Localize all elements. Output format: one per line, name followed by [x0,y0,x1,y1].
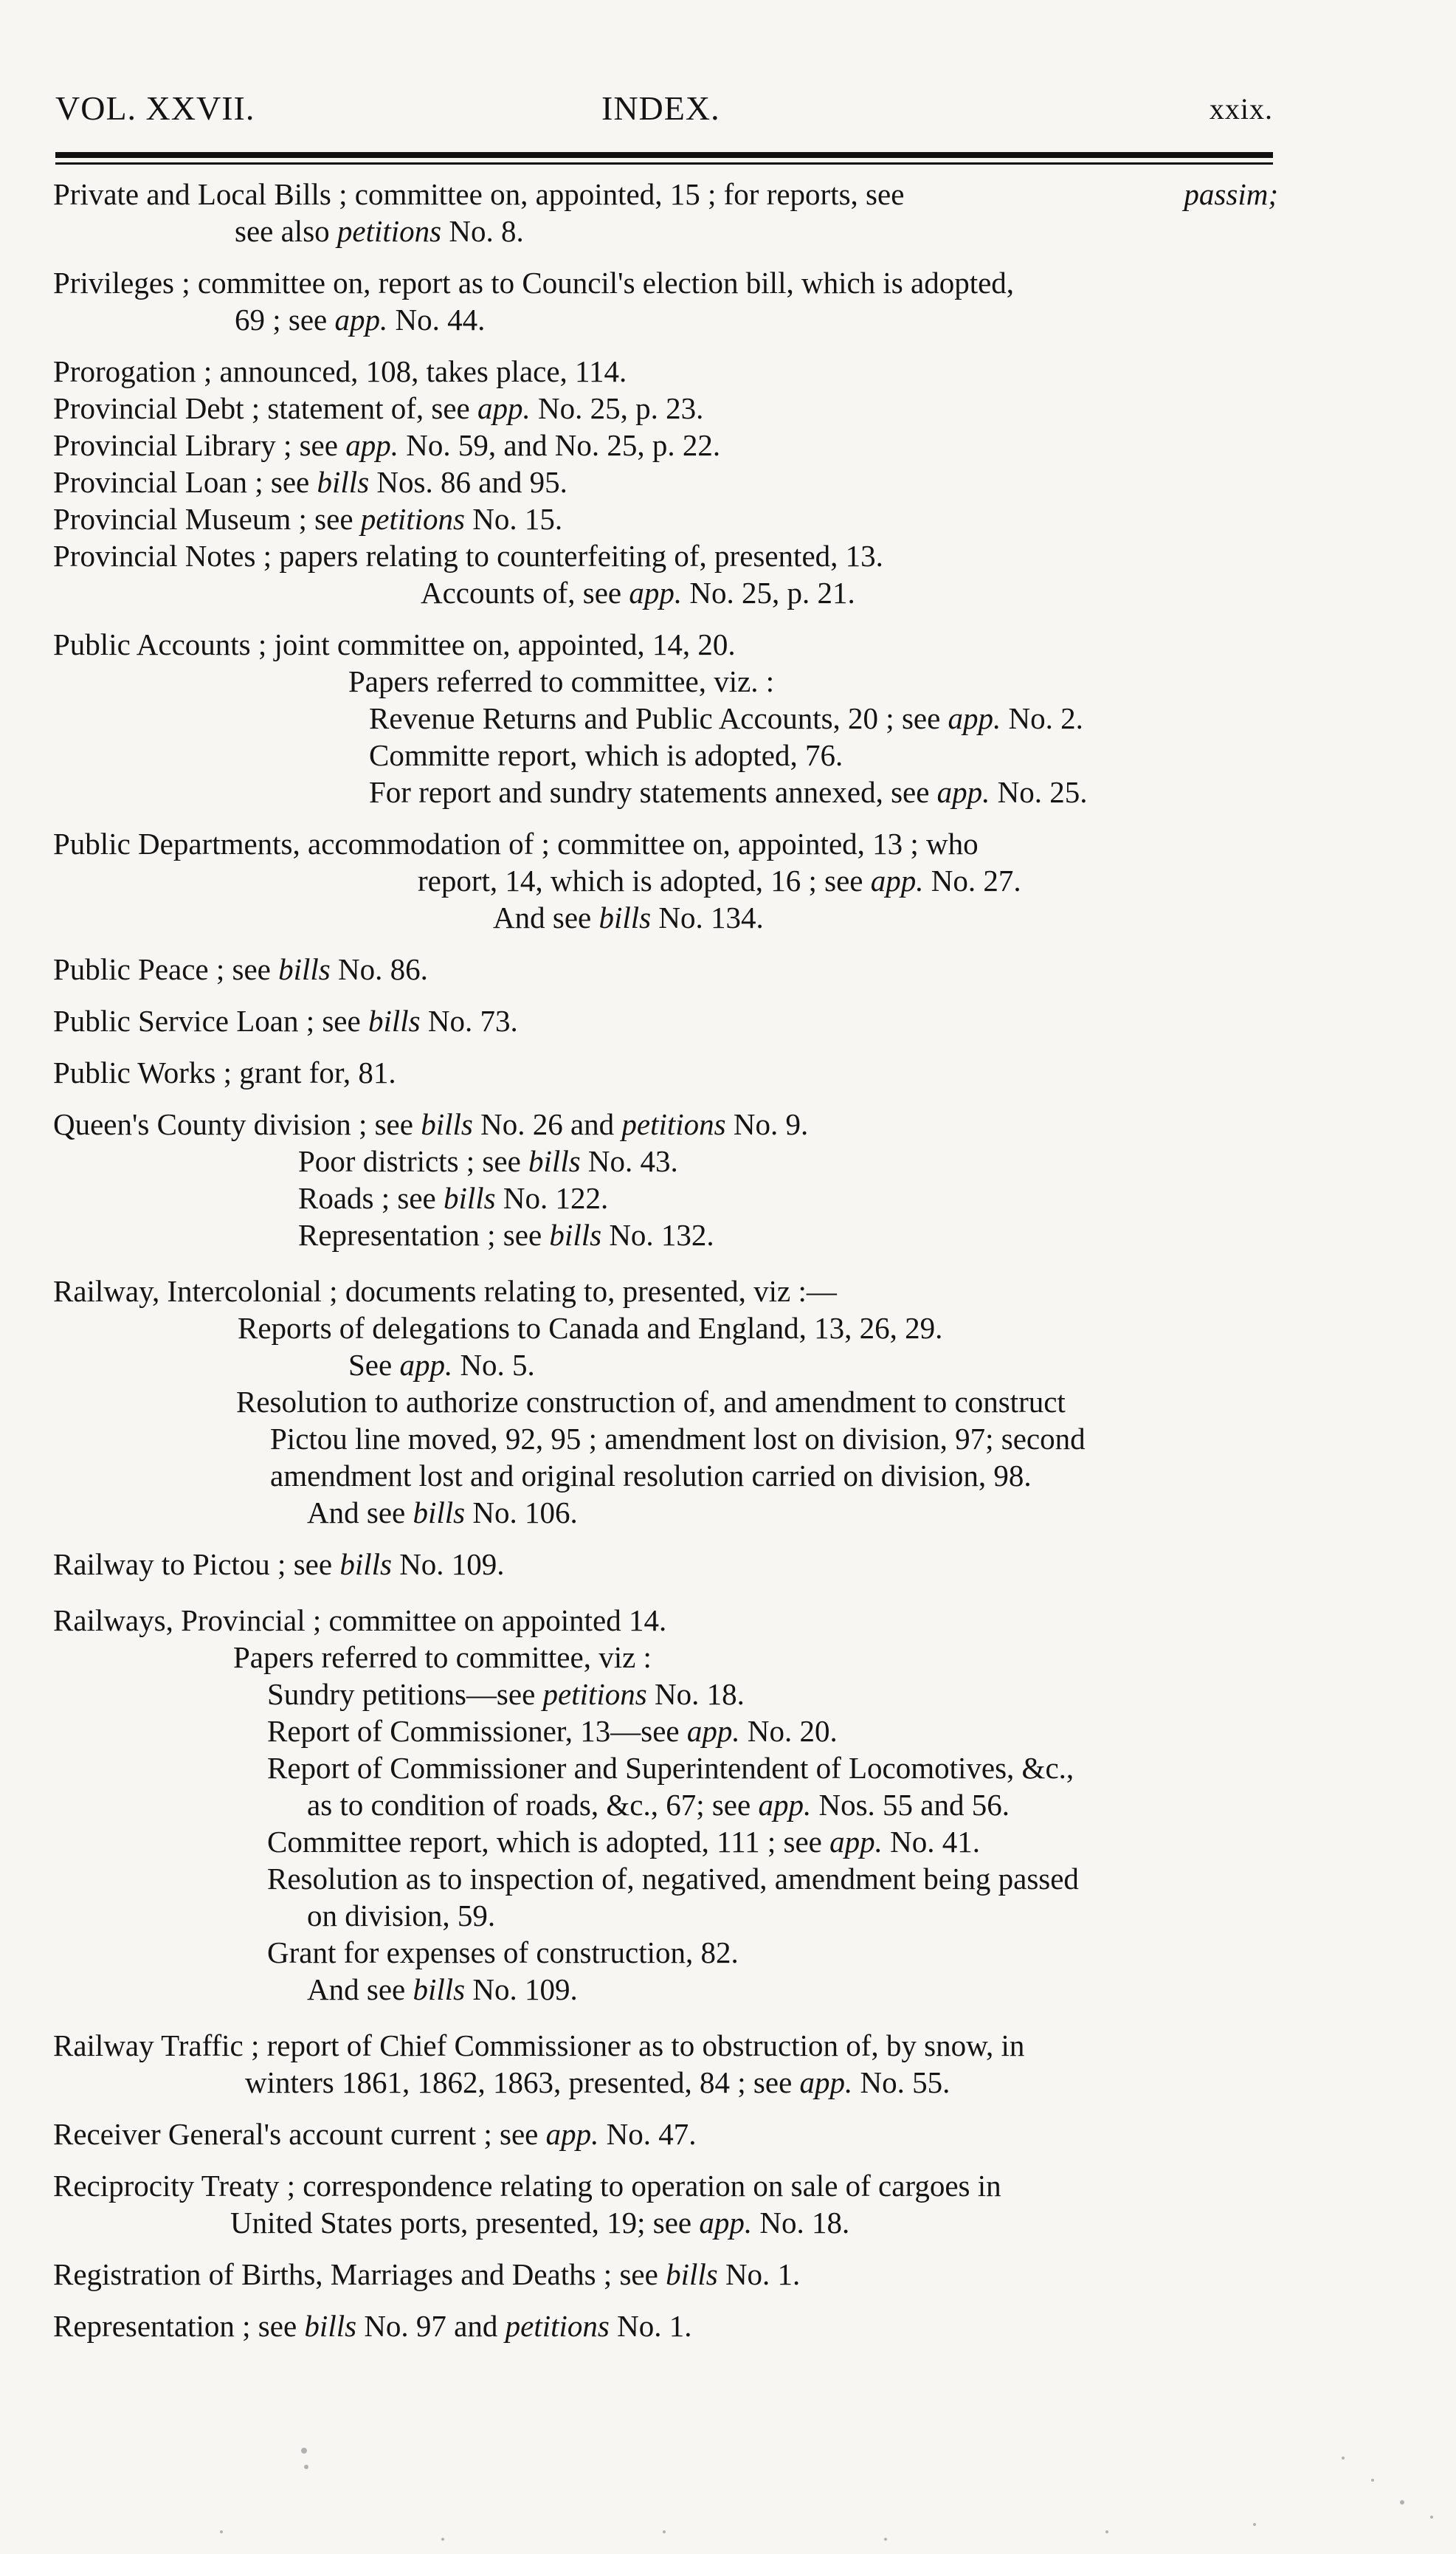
index-entry [53,176,1278,249]
entry-text: No. 73. [420,1004,518,1038]
entry-text: No. 132. [601,1218,714,1252]
entry-text: No. 109. [391,1547,505,1581]
entry-text: No. 25, p. 23. [530,391,704,425]
entry-italic: bills [421,1107,473,1141]
entry-text: And see [307,1972,413,2006]
entry-italic: bills [304,2309,357,2343]
entry-text: amendment lost and original resolution carried on division, 98. [270,1459,1032,1493]
entry-text: winters 1861, 1862, 1863, presented, 84 ; see [245,2065,800,2099]
index-entry [53,626,1278,810]
entry-line [53,500,1278,537]
entry-text: Public Accounts ; joint committee on, appointed, 14, 20. [53,627,736,661]
entry-text: Representation ; see [298,1218,550,1252]
entry-italic: app. [699,2206,753,2240]
entry-line [53,1143,1278,1180]
page-number: xxix. [1209,92,1273,125]
entry-line [53,1383,1278,1420]
entry-line [53,2167,1278,2204]
index-entry [53,2027,1278,2101]
entry-line [53,213,1278,249]
entry-text: Committe report, which is adopted, 76. [369,738,843,772]
entry-text: Railway to Pictou ; see [53,1547,340,1581]
entry-italic: app. [870,864,924,898]
page-header [55,81,1273,140]
entry-line [53,663,1278,700]
entry-line [53,1639,1278,1676]
entry-text: No. 1. [609,2309,692,2343]
entry-line [53,1273,1278,1309]
entry-text: on division, 59. [307,1899,496,1932]
entry-line [53,464,1278,500]
entry-line [53,264,1278,301]
index-entry [53,2167,1278,2241]
entry-line [53,1054,1278,1091]
entry-line [53,2064,1278,2101]
entry-line [53,1216,1278,1253]
entry-line [53,1180,1278,1216]
entry-text: For report and sundry statements annexed, see [369,775,937,809]
entry-text: And see [307,1495,413,1529]
index-entry [53,1546,1278,1583]
entry-text: No. 1. [717,2257,801,2291]
entry-text: Report of Commissioner and Superintendent of Locomotives, &c., [267,1751,1074,1785]
entry-line [53,899,1278,936]
index-entry [53,1054,1278,1091]
entry-italic: passim; [1184,177,1278,211]
entry-text: No. 18. [646,1677,745,1711]
entry-line [53,1494,1278,1531]
entry-line [53,2027,1278,2064]
entry-italic: app. [399,1348,453,1382]
entry-text: Queen's County division ; see [53,1107,421,1141]
entry-line [53,1106,1278,1143]
entry-text: And see [493,901,599,934]
entry-line [53,1971,1278,2008]
entry-text: Papers referred to committee, viz : [233,1640,652,1674]
header-rule-thick [55,152,1273,158]
index-entry [53,2256,1278,2293]
entry-text: No. 18. [752,2206,850,2240]
entry-text: No. 59, and No. 25, p. 22. [398,428,721,462]
entry-text: No. 8. [441,214,524,248]
entry-text: Sundry petitions—see [267,1677,543,1711]
entry-text: No. 15. [465,502,563,536]
entry-line [53,2307,1278,2344]
entry-italic: app. [477,391,531,425]
entry-text: Grant for expenses of construction, 82. [267,1935,739,1969]
header-rule-thin [55,162,1273,165]
entry-line [53,301,1278,338]
entry-text: Provincial Museum ; see [53,502,361,536]
entry-line [53,1546,1278,1583]
entry-line [53,2116,1278,2152]
entry-text: No. 109. [465,1972,578,2006]
entry-italic: bills [666,2257,718,2291]
entry-line [53,176,1278,213]
entry-line [53,1823,1278,1860]
entry-text: No. 25. [990,775,1088,809]
index-entry [53,1602,1278,2008]
entry-line [53,574,1278,611]
entry-text: Public Departments, accommodation of ; committee on, appointed, 13 ; who [53,827,979,861]
entry-italic: app. [545,2117,599,2151]
volume-label: VOL. XXVII. [55,89,255,127]
entry-text: No. 27. [923,864,1021,898]
entry-italic: bills [444,1181,496,1215]
entry-italic: bills [549,1218,602,1252]
index-entry [53,1106,1278,1253]
index-entry [53,1273,1278,1531]
entry-text: Revenue Returns and Public Accounts, 20 ; see [369,701,948,735]
entry-text: see also [235,214,337,248]
index-entry [53,353,1278,611]
entry-text: Representation ; see [53,2309,305,2343]
entry-italic: petitions [337,214,442,248]
entry-italic: app. [629,576,683,610]
entry-line [53,951,1278,988]
entry-line [53,2204,1278,2241]
entry-text: No. 44. [387,303,486,337]
entry-text: No. 122. [495,1181,609,1215]
entry-text: No. 43. [580,1144,678,1178]
entry-line [53,353,1278,390]
entry-line [53,1897,1278,1934]
entry-line [53,737,1278,774]
entry-line [53,1309,1278,1346]
entry-text: Report of Commissioner, 13—see [267,1714,687,1748]
index-entry [53,2116,1278,2152]
entry-italic: bills [528,1144,581,1178]
index-entry [53,2307,1278,2344]
entry-italic: bills [413,1495,466,1529]
entry-text: Receiver General's account current ; see [53,2117,546,2151]
entry-italic: petitions [360,502,465,536]
entry-text: 69 ; see [235,303,335,337]
entry-line [53,1002,1278,1039]
entry-line [53,1934,1278,1971]
scan-noise [0,2421,1456,2554]
entry-text: No. 2. [1001,701,1083,735]
entry-text: No. 97 and [356,2309,506,2343]
entry-text: No. 106. [465,1495,578,1529]
entry-line [53,1420,1278,1457]
entry-line [53,1346,1278,1383]
entry-text: Reports of delegations to Canada and England, 13, 26, 29. [238,1311,943,1345]
entry-italic: app. [936,775,990,809]
entry-italic: bills [413,1972,466,2006]
entry-text: No. 5. [452,1348,535,1382]
entry-line [53,1786,1278,1823]
entry-text: Roads ; see [298,1181,444,1215]
entry-text: No. 55. [852,2065,950,2099]
entry-text: No. 134. [651,901,764,934]
entry-text: Privileges ; committee on, report as to Council's election bill, which is adopted, [53,266,1015,300]
entry-line [53,1602,1278,1639]
entry-italic: app. [948,701,1001,735]
entry-text: No. 26 and [472,1107,622,1141]
index-entry [53,951,1278,988]
entry-text: Registration of Births, Marriages and Deaths ; see [53,2257,666,2291]
entry-text: Poor districts ; see [298,1144,529,1178]
entry-italic: bills [317,465,370,499]
entry-line [53,2256,1278,2293]
entry-italic: app. [686,1714,740,1748]
entry-line [53,862,1278,899]
entry-line [53,1713,1278,1749]
entry-text: as to condition of roads, &c., 67; see [307,1788,759,1822]
entry-italic: bills [278,952,331,986]
entry-line [53,626,1278,663]
entry-text: report, 14, which is adopted, 16 ; see [418,864,871,898]
entry-text: Nos. 86 and 95. [369,465,567,499]
index-entries [53,176,1278,2344]
entry-line [53,1749,1278,1786]
index-entry [53,264,1278,338]
entry-italic: petitions [505,2309,610,2343]
entry-text: No. 41. [882,1825,980,1859]
entry-text: Public Peace ; see [53,952,279,986]
entry-text: Railway, Intercolonial ; documents relating to, presented, viz :— [53,1274,837,1308]
entry-italic: app. [334,303,388,337]
entry-text: Pictou line moved, 92, 95 ; amendment lost on division, 97; second [270,1422,1086,1456]
entry-text: Resolution to authorize construction of, and amendment to construct [236,1385,1066,1419]
entry-line [53,1860,1278,1897]
entry-line [53,1676,1278,1713]
entry-text: Committee report, which is adopted, 111 ; see [267,1825,830,1859]
entry-text: Provincial Loan ; see [53,465,317,499]
entry-line [53,774,1278,810]
entry-line [53,390,1278,427]
page-title: INDEX. [601,89,720,127]
entry-text: Public Works ; grant for, 81. [53,1056,396,1090]
entry-line [53,825,1278,862]
entry-text: Public Service Loan ; see [53,1004,368,1038]
entry-line [53,537,1278,574]
index-entry [53,825,1278,936]
entry-italic: app. [758,1788,812,1822]
entry-text: No. 20. [739,1714,838,1748]
entry-text: Accounts of, see [421,576,629,610]
entry-text: Reciprocity Treaty ; correspondence relating to operation on sale of cargoes in [53,2169,1001,2203]
entry-text: Private and Local Bills ; committee on, appointed, 15 ; for reports, see [53,177,905,211]
entry-text: United States ports, presented, 19; see [230,2206,700,2240]
entry-text: Provincial Notes ; papers relating to counterfeiting of, presented, 13. [53,539,883,573]
entry-text: See [348,1348,400,1382]
entry-text: Papers referred to committee, viz. : [348,664,775,698]
entry-text: No. 25, p. 21. [682,576,855,610]
entry-line [53,427,1278,464]
index-entry [53,1002,1278,1039]
entry-text: No. 9. [725,1107,809,1141]
entry-text: Nos. 55 and 56. [811,1788,1010,1822]
entry-text: Provincial Debt ; statement of, see [53,391,477,425]
entry-italic: app. [829,1825,883,1859]
entry-text: Prorogation ; announced, 108, takes place, 114. [53,354,627,388]
entry-text: Railway Traffic ; report of Chief Commissioner as to obstruction of, by snow, in [53,2028,1025,2062]
entry-line [53,700,1278,737]
entry-italic: bills [368,1004,421,1038]
entry-text: Railways, Provincial ; committee on appointed 14. [53,1603,667,1637]
entry-italic: app. [799,2065,853,2099]
entry-text: Provincial Library ; see [53,428,346,462]
entry-italic: bills [598,901,652,934]
entry-italic: app. [345,428,398,462]
entry-italic: bills [339,1547,392,1581]
entry-text: Resolution as to inspection of, negatived, amendment being passed [267,1862,1079,1896]
entry-text: No. 47. [598,2117,697,2151]
entry-italic: petitions [542,1677,647,1711]
entry-text: No. 86. [330,952,428,986]
entry-italic: petitions [621,1107,726,1141]
entry-line [53,1457,1278,1494]
